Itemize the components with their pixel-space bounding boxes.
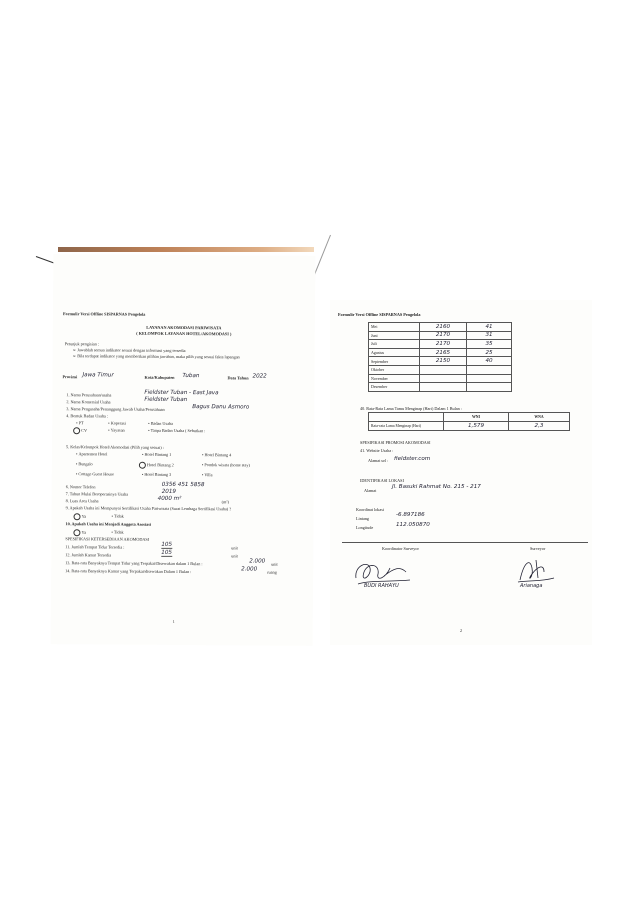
page-number: 2	[460, 628, 462, 633]
q11-answer: 105	[161, 541, 173, 548]
q9-opt-ya: Ya	[74, 513, 87, 520]
month-wna-value: 31	[467, 331, 512, 340]
q12-answer: 105	[161, 549, 172, 556]
website-value: fieldster.com	[394, 456, 431, 462]
opt-bintang2: Hotel Bintang 2	[139, 462, 174, 469]
month-wna-value	[467, 365, 512, 374]
q9-label: 9. Apakah Usaha ini Mempunyai Sertifikasi Usaha Pariwisata (Surat Lembaga Sertifikasi Usaha) ?	[65, 505, 232, 512]
koordinator-name: BUDI RAHAYU	[364, 583, 399, 589]
month-wni-value: 2170	[420, 340, 467, 349]
provinsi-label: Provinsi	[62, 374, 78, 380]
koordinator-label: Koordinator Surveyor	[382, 546, 419, 551]
q7-answer: 2019	[161, 488, 176, 495]
avg-wni-value: 1,579	[444, 422, 509, 431]
month-wni-value: 2165	[420, 348, 467, 357]
month-row	[369, 374, 512, 383]
month-wna-value: 25	[467, 348, 512, 357]
guide-line-1: ➢ Jawablah semua indikator sesuai dengan informasi yang tersedia	[72, 347, 186, 354]
month-row	[369, 340, 512, 349]
avg-row-label: Rata-rata Lama Menginap (Hari)	[369, 422, 444, 431]
q40-label: 40. Rata-Rata Lama Tamu Menginap (Hari) Dalam 1 Bulan :	[360, 406, 462, 411]
opt-badan-usaha: • Badan Usaha	[148, 420, 173, 426]
opt-yayasan: • Yayasan	[108, 427, 125, 433]
lintang-value: -6.897186	[396, 512, 425, 518]
q1-answer: Fieldster Tuban - East Java	[144, 389, 219, 397]
q14-label: 14. Rata-rata Banyaknya Kamar yang Terpakai/disewakan Dalam 1 Bulan :	[65, 568, 192, 575]
month-wni-value: 2160	[420, 323, 467, 332]
month-wna-value: 35	[467, 340, 512, 349]
q12-unit: unit	[231, 553, 238, 559]
avg-wna-value: 2,3	[509, 422, 570, 431]
tahun-value: 2022	[252, 373, 267, 380]
q14-unit: ruang	[267, 569, 277, 575]
q1-label: 1. Nama Perusahaan/usaha	[66, 392, 112, 398]
website-label: Alamat url :	[368, 458, 389, 463]
opt-pondok: • Pondok wisata (home stay)	[201, 462, 250, 468]
month-wni-value: 2170	[420, 331, 467, 340]
q14-answer: 2.000	[241, 566, 258, 573]
month-row	[369, 348, 512, 357]
opt-cv: CV	[73, 427, 87, 434]
month-row	[369, 323, 512, 332]
heading-kelompok: ( KELOMPOK LAYANAN HOTEL/AKOMODASI )	[136, 330, 232, 337]
q4-label: 4. Bentuk Badan Usaha :	[66, 413, 109, 419]
month-row	[369, 365, 512, 374]
section-ketersediaan: SPESIFIKASI KETERSEDIAAN AKOMODASI	[65, 536, 150, 542]
month-wna-value: 40	[467, 357, 512, 366]
opt-bintang3: • Hotel Bintang 3	[141, 471, 172, 477]
month-row	[369, 357, 512, 366]
month-row	[369, 331, 512, 340]
month-name: Juli	[369, 340, 420, 349]
form-title: Formulir Versi Offline SISPARNAS Pengelola	[62, 311, 146, 317]
q3-label: 3. Nama Pengusaha/Penanggung Jawab Usaha/Perusahaan	[66, 406, 165, 412]
q3-answer: Bagus Danu Asmoro	[192, 404, 250, 411]
q6-answer: 0356 451 5858	[161, 481, 205, 489]
q2-answer: Fieldster Tuban	[144, 396, 188, 404]
monthly-visitor-table	[368, 322, 512, 392]
month-name: September	[369, 357, 420, 366]
page-number: 1	[172, 618, 175, 624]
opt-bungalo: • Bungalo	[75, 461, 93, 467]
q8-label: 8. Luas Area Usaha	[65, 498, 99, 504]
q10-label: 10. Apakah Usaha ini Menjadi Anggota Asosiasi	[65, 521, 152, 527]
month-wni-value	[420, 383, 467, 392]
q11-unit: unit	[231, 545, 238, 551]
q10-opt-ya: Ya	[73, 529, 86, 536]
q12-label: 12. Jumlah Kamar Tersedia	[65, 552, 112, 558]
month-wni-value	[420, 374, 467, 383]
kota-value: Tuban	[182, 372, 200, 380]
opt-cottage: • Cottage Guest House	[75, 471, 114, 477]
bujur-label: Longitude	[356, 525, 374, 530]
opt-apartemen: • Apartemen Hotel	[75, 451, 108, 457]
form-page-2	[330, 300, 592, 645]
guide-title: Petunjuk pengisian :	[64, 341, 99, 347]
form-title: Formulir Versi Offline SISPARNAS Pengelola	[338, 312, 421, 317]
month-name: Mei	[369, 323, 420, 332]
alamat-label: Alamat	[364, 488, 377, 493]
lintang-label: Lintang	[356, 516, 370, 521]
month-wna-value	[467, 374, 512, 383]
q7-label: 7. Tahun Mulai Beroperasinya Usaha	[65, 491, 129, 497]
tahun-label: Data Tahun	[227, 375, 249, 381]
guide-line-2: ➢ Bila terdapat indikator yang memberikan pilihan jawaban, maka pilih yang sesuai fakta lapangan	[72, 353, 240, 360]
q5-label: 5. Kelas/Kelompok Hotel/Akomodasi (Pilih yang sesuai) :	[66, 444, 164, 450]
q8-unit: (m²)	[221, 499, 229, 505]
col-wni: WNI	[444, 413, 509, 422]
opt-bintang1: • Hotel Bintang 1	[141, 451, 172, 457]
alamat-value: Jl. Basuki Rahmat No. 215 - 217	[392, 484, 481, 490]
signature-divider	[342, 542, 588, 543]
form-page-1	[51, 254, 316, 646]
opt-pt: • PT	[76, 420, 84, 426]
month-wni-value	[420, 365, 467, 374]
month-wna-value: 41	[467, 323, 512, 332]
section-lokasi: IDENTIFIKASI LOKASI	[360, 478, 404, 483]
q2-label: 2. Nama Komersial Usaha	[66, 399, 111, 405]
bujur-value: 112.050870	[396, 522, 430, 528]
month-wna-value	[467, 383, 512, 392]
kota-label: Kota/Kabupaten	[144, 374, 175, 380]
q13-unit: unit	[271, 561, 278, 567]
month-name: Oktober	[369, 365, 420, 374]
month-wni-value: 2150	[420, 357, 467, 366]
koordinat-label: Koordinat lokasi	[356, 507, 385, 512]
month-row	[369, 383, 512, 392]
q8-answer: 4000 m²	[157, 495, 182, 502]
q9-opt-tidak: • Tidak	[111, 513, 124, 519]
q13-answer: 2.000	[249, 558, 266, 565]
section-promosi: SPESIFIKASI PROMOSI AKOMODASI	[360, 440, 431, 445]
surveyor-label: Surveyor	[530, 546, 546, 551]
month-name: November	[369, 374, 420, 383]
q13-label: 13. Rata-rata Banyaknya Tempat Tidur yang Terpakai/Disewakan dalam 1 Bulan :	[65, 560, 203, 567]
opt-tanpa: • Tanpa Badan Usaha ( Sebutkan :	[148, 427, 206, 434]
q10-opt-tidak: • Tidak	[111, 529, 124, 535]
heading-layanan: LAYANAN AKOMODASI PARIWISATA	[146, 324, 222, 331]
provinsi-value: Jawa Timur	[82, 372, 114, 379]
col-wna: WNA	[509, 413, 570, 422]
q6-label: 6. Nomor Telefon	[65, 484, 96, 490]
month-name: Agustus	[369, 348, 420, 357]
month-name: Juni	[369, 331, 420, 340]
q41-label: 41. Website Usaha :	[360, 448, 394, 453]
opt-koperasi: • Koperasi	[108, 420, 126, 426]
month-name: Desember	[369, 383, 420, 392]
q11-label: 11. Jumlah Tempat Tidur Tersedia :	[65, 544, 125, 550]
avg-stay-table	[368, 412, 570, 431]
surveyor-name: Arianaga	[520, 583, 543, 589]
opt-bintang4: • Hotel Bintang 4	[201, 452, 232, 458]
opt-villa: • Villa	[201, 472, 213, 478]
scan-edge-strip	[58, 247, 314, 252]
